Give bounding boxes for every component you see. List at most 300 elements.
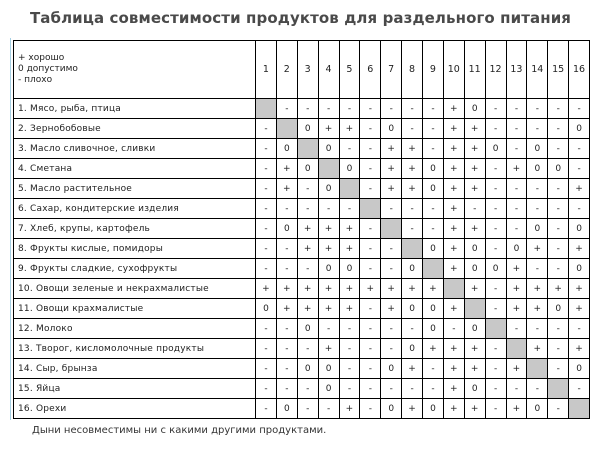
table-row <box>14 179 590 199</box>
compat-cell: - <box>381 379 402 399</box>
compat-cell: + <box>506 359 527 379</box>
compat-cell: + <box>256 279 277 299</box>
compat-cell: + <box>464 179 485 199</box>
row-label: 13. Творог, кисломолочные продукты <box>14 339 256 359</box>
table-body <box>14 99 590 419</box>
column-header: 13 <box>506 41 527 99</box>
compat-cell: - <box>256 339 277 359</box>
compat-cell: 0 <box>569 359 590 379</box>
compat-cell: - <box>360 359 381 379</box>
compat-cell: + <box>506 159 527 179</box>
compat-cell: 0 <box>485 259 506 279</box>
compat-cell: - <box>381 259 402 279</box>
compat-cell: + <box>443 159 464 179</box>
diagonal-cell <box>485 319 506 339</box>
compat-cell: 0 <box>527 219 548 239</box>
diagonal-cell <box>276 119 297 139</box>
compat-cell: - <box>485 159 506 179</box>
compat-cell: 0 <box>423 179 444 199</box>
compat-cell: - <box>527 319 548 339</box>
compat-cell: - <box>527 379 548 399</box>
table-row <box>14 159 590 179</box>
compat-cell: - <box>256 179 277 199</box>
compat-cell: 0 <box>423 239 444 259</box>
compat-cell: - <box>381 199 402 219</box>
legend <box>14 41 256 99</box>
diagonal-cell <box>569 399 590 419</box>
compat-cell: - <box>423 99 444 119</box>
compat-cell: 0 <box>381 119 402 139</box>
compat-cell: - <box>276 359 297 379</box>
compat-cell: + <box>506 399 527 419</box>
row-label: 12. Молоко <box>14 319 256 339</box>
column-header: 14 <box>527 41 548 99</box>
compat-cell: 0 <box>339 159 360 179</box>
compat-cell: + <box>443 299 464 319</box>
compat-cell: + <box>443 199 464 219</box>
compat-cell: - <box>506 99 527 119</box>
compat-cell: - <box>276 339 297 359</box>
compat-cell: - <box>569 199 590 219</box>
compat-cell: 0 <box>318 359 339 379</box>
compat-cell: - <box>548 199 569 219</box>
compat-cell: - <box>485 99 506 119</box>
compat-cell: - <box>360 399 381 419</box>
table-row <box>14 259 590 279</box>
compat-cell: + <box>464 399 485 419</box>
compat-cell: - <box>297 339 318 359</box>
compat-cell: + <box>276 279 297 299</box>
compatibility-table <box>13 40 590 419</box>
compat-cell: - <box>256 379 277 399</box>
legend-good: + хорошо <box>18 53 65 63</box>
compat-cell: + <box>464 359 485 379</box>
compat-cell: 0 <box>423 299 444 319</box>
compat-cell: - <box>485 399 506 419</box>
compat-cell: - <box>276 199 297 219</box>
compat-cell: - <box>256 239 277 259</box>
compat-cell: 0 <box>423 399 444 419</box>
compat-cell: + <box>297 279 318 299</box>
compat-cell: 0 <box>297 319 318 339</box>
compat-cell: - <box>339 379 360 399</box>
diagonal-cell <box>464 299 485 319</box>
compat-cell: + <box>423 339 444 359</box>
compat-cell: - <box>256 359 277 379</box>
compat-cell: - <box>256 219 277 239</box>
compat-cell: - <box>256 139 277 159</box>
legend-ok: 0 допустимо <box>18 64 78 74</box>
table-row <box>14 239 590 259</box>
diagonal-cell <box>423 259 444 279</box>
compat-cell: + <box>339 279 360 299</box>
compat-cell: - <box>485 279 506 299</box>
compat-cell: 0 <box>569 219 590 239</box>
diagonal-cell <box>297 139 318 159</box>
compat-cell: 0 <box>297 119 318 139</box>
table-row <box>14 199 590 219</box>
row-label: 7. Хлеб, крупы, картофель <box>14 219 256 239</box>
compat-cell: - <box>423 219 444 239</box>
compat-cell: 0 <box>402 259 423 279</box>
compat-cell: - <box>548 359 569 379</box>
row-label: 4. Сметана <box>14 159 256 179</box>
compat-cell: + <box>276 179 297 199</box>
legend-bad: - плохо <box>18 75 53 85</box>
column-header: 10 <box>443 41 464 99</box>
compat-cell: + <box>276 159 297 179</box>
compat-cell: - <box>360 159 381 179</box>
compat-cell: + <box>318 339 339 359</box>
compat-cell: - <box>297 379 318 399</box>
compat-cell: + <box>443 239 464 259</box>
compat-cell: 0 <box>318 259 339 279</box>
row-label: 11. Овощи крахмалистые <box>14 299 256 319</box>
compat-cell: 0 <box>318 179 339 199</box>
compat-cell: - <box>548 339 569 359</box>
column-header: 9 <box>423 41 444 99</box>
compat-cell: - <box>485 339 506 359</box>
row-label: 6. Сахар, кондитерские изделия <box>14 199 256 219</box>
compat-cell: + <box>381 139 402 159</box>
compat-cell: - <box>506 119 527 139</box>
compat-cell: - <box>548 179 569 199</box>
compat-cell: + <box>443 359 464 379</box>
compat-cell: - <box>423 359 444 379</box>
compat-cell: 0 <box>297 159 318 179</box>
compat-cell: - <box>297 259 318 279</box>
diagonal-cell <box>443 279 464 299</box>
compat-cell: - <box>318 399 339 419</box>
compat-cell: - <box>381 319 402 339</box>
compat-cell: - <box>569 319 590 339</box>
compat-cell: + <box>569 179 590 199</box>
compat-cell: + <box>402 399 423 419</box>
compat-cell: - <box>548 99 569 119</box>
compat-cell: - <box>569 139 590 159</box>
compat-cell: + <box>569 239 590 259</box>
compat-cell: + <box>527 339 548 359</box>
compat-cell: - <box>506 179 527 199</box>
compat-cell: + <box>318 219 339 239</box>
compat-cell: + <box>548 279 569 299</box>
compat-cell: - <box>276 239 297 259</box>
compat-cell: - <box>485 179 506 199</box>
compat-cell: + <box>339 299 360 319</box>
compat-cell: + <box>506 299 527 319</box>
compat-cell: + <box>569 299 590 319</box>
compat-cell: - <box>485 359 506 379</box>
compat-cell: + <box>464 139 485 159</box>
compat-cell: 0 <box>485 139 506 159</box>
compat-cell: 0 <box>464 259 485 279</box>
compat-cell: - <box>256 399 277 419</box>
compat-cell: + <box>402 179 423 199</box>
compat-cell: - <box>297 99 318 119</box>
compat-cell: + <box>506 259 527 279</box>
compat-cell: 0 <box>527 139 548 159</box>
compat-cell: 0 <box>297 359 318 379</box>
compat-cell: 0 <box>256 299 277 319</box>
compat-cell: + <box>506 279 527 299</box>
compat-cell: - <box>256 319 277 339</box>
compat-cell: - <box>548 119 569 139</box>
row-label: 5. Масло растительное <box>14 179 256 199</box>
compat-cell: - <box>360 239 381 259</box>
compat-cell: - <box>360 179 381 199</box>
compat-cell: - <box>506 319 527 339</box>
compat-cell: + <box>381 159 402 179</box>
row-label: 8. Фрукты кислые, помидоры <box>14 239 256 259</box>
compat-cell: + <box>402 279 423 299</box>
compat-cell: - <box>256 199 277 219</box>
compat-cell: + <box>318 279 339 299</box>
diagonal-cell <box>256 99 277 119</box>
compat-cell: - <box>423 199 444 219</box>
compat-cell: - <box>276 379 297 399</box>
table-row <box>14 139 590 159</box>
compat-cell: - <box>339 99 360 119</box>
table-container <box>10 38 591 420</box>
compat-cell: + <box>360 279 381 299</box>
diagonal-cell <box>339 179 360 199</box>
compat-cell: - <box>276 259 297 279</box>
row-label: 16. Орехи <box>14 399 256 419</box>
column-header: 2 <box>276 41 297 99</box>
compat-cell: 0 <box>318 139 339 159</box>
footnote: Дыни несовместимы ни с какими другими продуктами. <box>32 425 327 436</box>
compat-cell: - <box>276 99 297 119</box>
compat-cell: + <box>381 179 402 199</box>
compat-cell: - <box>256 259 277 279</box>
compat-cell: + <box>297 239 318 259</box>
diagonal-cell <box>548 379 569 399</box>
compat-cell: - <box>402 219 423 239</box>
compat-cell: + <box>443 259 464 279</box>
compat-cell: - <box>423 139 444 159</box>
row-label: 1. Мясо, рыба, птица <box>14 99 256 119</box>
compat-cell: - <box>297 179 318 199</box>
compat-cell: - <box>381 99 402 119</box>
column-header: 16 <box>569 41 590 99</box>
compat-cell: - <box>569 159 590 179</box>
compat-cell: + <box>402 159 423 179</box>
compat-cell: - <box>256 159 277 179</box>
compat-cell: 0 <box>339 259 360 279</box>
compat-cell: + <box>443 119 464 139</box>
compat-cell: - <box>381 239 402 259</box>
compat-cell: - <box>506 379 527 399</box>
row-label: 2. Зернобобовые <box>14 119 256 139</box>
compat-cell: - <box>485 299 506 319</box>
compat-cell: - <box>485 119 506 139</box>
table-row <box>14 99 590 119</box>
diagonal-cell <box>360 199 381 219</box>
compat-cell: 0 <box>464 319 485 339</box>
compat-cell: - <box>527 119 548 139</box>
compat-cell: 0 <box>276 139 297 159</box>
compat-cell: - <box>402 199 423 219</box>
compat-cell: - <box>506 199 527 219</box>
page-title: Таблица совместимости продуктов для раздельного питания <box>29 9 572 27</box>
compat-cell: - <box>256 119 277 139</box>
compat-cell: + <box>464 279 485 299</box>
compat-cell: + <box>423 279 444 299</box>
compat-cell: + <box>276 299 297 319</box>
compat-cell: + <box>527 239 548 259</box>
compat-cell: 0 <box>402 339 423 359</box>
compat-cell: + <box>443 219 464 239</box>
header-row <box>14 41 590 99</box>
compat-cell: + <box>402 359 423 379</box>
compat-cell: - <box>339 199 360 219</box>
column-header: 5 <box>339 41 360 99</box>
column-header: 8 <box>402 41 423 99</box>
compat-cell: + <box>318 239 339 259</box>
compat-cell: - <box>360 319 381 339</box>
compat-cell: - <box>402 99 423 119</box>
compat-cell: - <box>485 219 506 239</box>
diagonal-cell <box>506 339 527 359</box>
diagonal-cell <box>318 159 339 179</box>
compat-cell: + <box>297 299 318 319</box>
compat-cell: + <box>464 219 485 239</box>
row-label: 3. Масло сливочное, сливки <box>14 139 256 159</box>
compat-cell: - <box>402 119 423 139</box>
compat-cell: + <box>318 119 339 139</box>
compat-cell: 0 <box>276 219 297 239</box>
compat-cell: + <box>339 399 360 419</box>
compat-cell: 0 <box>548 299 569 319</box>
compat-cell: 0 <box>506 239 527 259</box>
compat-cell: + <box>443 399 464 419</box>
compat-cell: - <box>506 139 527 159</box>
compat-cell: + <box>297 219 318 239</box>
column-header: 15 <box>548 41 569 99</box>
compat-cell: 0 <box>464 99 485 119</box>
compat-cell: + <box>443 99 464 119</box>
diagonal-cell <box>527 359 548 379</box>
compat-cell: - <box>548 399 569 419</box>
compat-cell: 0 <box>569 259 590 279</box>
compat-cell: - <box>318 199 339 219</box>
compat-cell: - <box>360 339 381 359</box>
table-row <box>14 339 590 359</box>
compat-cell: - <box>318 319 339 339</box>
column-header: 6 <box>360 41 381 99</box>
column-header: 11 <box>464 41 485 99</box>
compat-cell: - <box>402 379 423 399</box>
compat-cell: 0 <box>527 159 548 179</box>
compat-cell: - <box>297 199 318 219</box>
compat-cell: 0 <box>276 399 297 419</box>
table-row <box>14 379 590 399</box>
column-header: 1 <box>256 41 277 99</box>
compat-cell: + <box>464 339 485 359</box>
column-header: 3 <box>297 41 318 99</box>
compat-cell: - <box>527 99 548 119</box>
compat-cell: + <box>464 159 485 179</box>
compat-cell: - <box>548 219 569 239</box>
compat-cell: - <box>339 359 360 379</box>
compat-cell: - <box>318 99 339 119</box>
compat-cell: - <box>360 379 381 399</box>
compat-cell: - <box>548 239 569 259</box>
compat-cell: - <box>360 99 381 119</box>
compat-cell: - <box>339 139 360 159</box>
table-row <box>14 299 590 319</box>
compat-cell: 0 <box>423 159 444 179</box>
compat-cell: - <box>423 119 444 139</box>
compat-cell: - <box>423 379 444 399</box>
column-header: 7 <box>381 41 402 99</box>
column-header: 4 <box>318 41 339 99</box>
compat-cell: + <box>464 119 485 139</box>
compat-cell: - <box>569 379 590 399</box>
table-row <box>14 279 590 299</box>
compat-cell: - <box>527 179 548 199</box>
compat-cell: + <box>402 139 423 159</box>
compat-cell: + <box>443 379 464 399</box>
compat-cell: + <box>443 139 464 159</box>
compat-cell: 0 <box>381 359 402 379</box>
compat-cell: 0 <box>527 399 548 419</box>
table-row <box>14 319 590 339</box>
compat-cell: 0 <box>464 239 485 259</box>
compat-cell: - <box>339 319 360 339</box>
compat-cell: - <box>360 139 381 159</box>
compat-cell: - <box>527 259 548 279</box>
table-row <box>14 119 590 139</box>
compat-cell: - <box>360 299 381 319</box>
compat-cell: - <box>339 339 360 359</box>
compat-cell: - <box>402 319 423 339</box>
compat-cell: - <box>485 379 506 399</box>
compat-cell: - <box>276 319 297 339</box>
compat-cell: 0 <box>548 159 569 179</box>
compat-cell: - <box>443 319 464 339</box>
diagonal-cell <box>402 239 423 259</box>
compat-cell: 0 <box>381 399 402 419</box>
compat-cell: - <box>527 199 548 219</box>
column-header: 12 <box>485 41 506 99</box>
compat-cell: 0 <box>464 379 485 399</box>
diagonal-cell <box>381 219 402 239</box>
compat-cell: 0 <box>423 319 444 339</box>
compat-cell: + <box>569 339 590 359</box>
row-label: 14. Сыр, брынза <box>14 359 256 379</box>
compat-cell: 0 <box>569 119 590 139</box>
compat-cell: 0 <box>318 379 339 399</box>
row-label: 10. Овощи зеленые и некрахмалистые <box>14 279 256 299</box>
compat-cell: - <box>506 219 527 239</box>
compat-cell: + <box>339 239 360 259</box>
compat-cell: - <box>360 119 381 139</box>
compat-cell: + <box>339 219 360 239</box>
compat-cell: + <box>318 299 339 319</box>
compat-cell: 0 <box>402 299 423 319</box>
compat-cell: - <box>485 239 506 259</box>
compat-cell: - <box>297 399 318 419</box>
compat-cell: + <box>443 179 464 199</box>
compat-cell: - <box>548 139 569 159</box>
compat-cell: + <box>569 279 590 299</box>
row-label: 15. Яйца <box>14 379 256 399</box>
table-row <box>14 219 590 239</box>
compat-cell: - <box>548 319 569 339</box>
compat-cell: - <box>485 199 506 219</box>
compat-cell: - <box>569 99 590 119</box>
